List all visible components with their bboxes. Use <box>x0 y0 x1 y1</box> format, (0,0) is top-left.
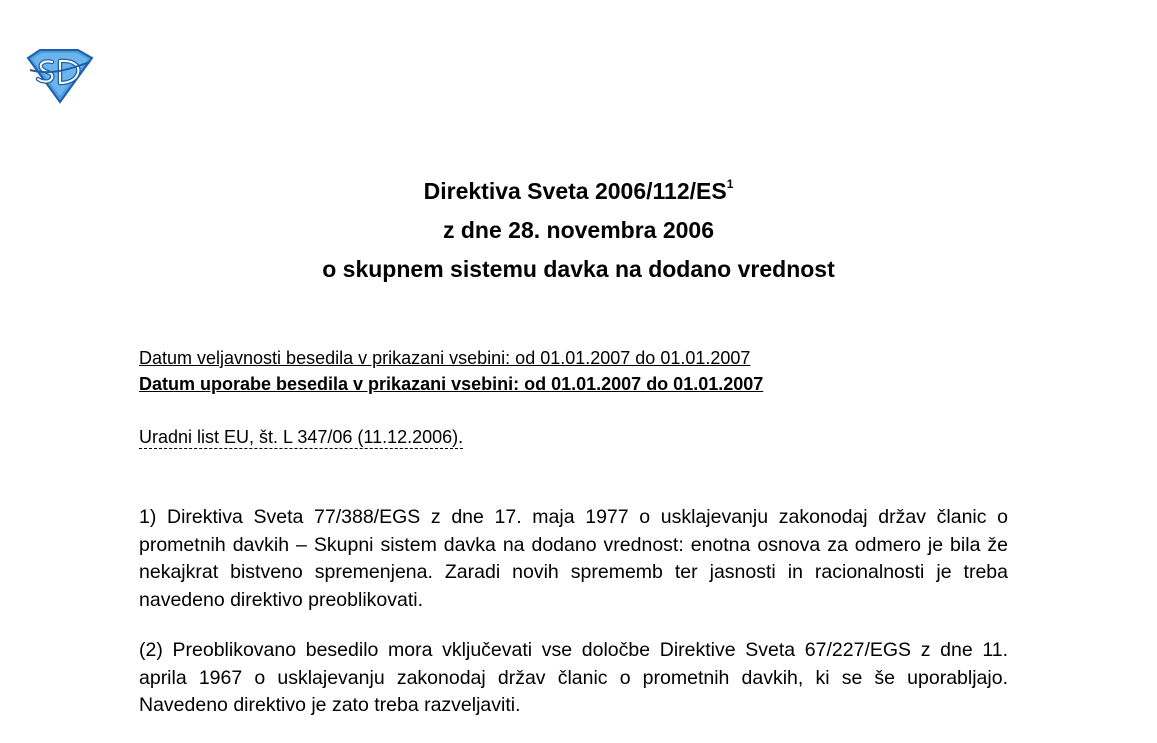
official-journal-link[interactable]: Uradni list EU, št. L 347/06 (11.12.2006). <box>139 427 464 447</box>
usage-date-text: Datum uporabe besedila v prikazani vsebini: od 01.01.2007 do 01.01.2007 <box>139 374 764 394</box>
title-line-date: z dne 28. novembra 2006 <box>442 217 714 243</box>
title-line-subject: o skupnem sistemu davka na dodano vrednost <box>322 256 835 282</box>
footnote-marker[interactable]: 1 <box>726 177 734 191</box>
title-line-directive: Direktiva Sveta $2006/112/ES^1$ <box>423 177 734 204</box>
paragraph-1: 1) Direktiva Sveta 77/388/EGS z dne 17. maja 1977 o usklajevanju zakonodaj držav članic o prometnih davkih – Skupni sistem davka na dodano vrednost: enotna osnova za odmero je bila že nekajkrat bistveno spremenjena. Zaradi novih sprememb ter jasnosti in racionalnosti je treba navedeno direktivo preoblikovati. <box>139 506 1008 611</box>
validity-date-text: Datum veljavnosti besedila v prikazani vsebini: od 01.01.2007 do 01.01.2007 <box>139 348 751 368</box>
paragraph-2: (2) Preoblikovano besedilo mora vključevati vse določbe Direktive Sveta 67/227/EGS z dne 11. aprila 1967 o usklajevanju zakonodaj držav članic o prometnih davkih, ki se še uporabljajo. Navedeno direktivo je zato treba razveljaviti. <box>139 639 1008 716</box>
sd-logo-icon <box>22 48 96 104</box>
document-title <box>0 172 1157 289</box>
